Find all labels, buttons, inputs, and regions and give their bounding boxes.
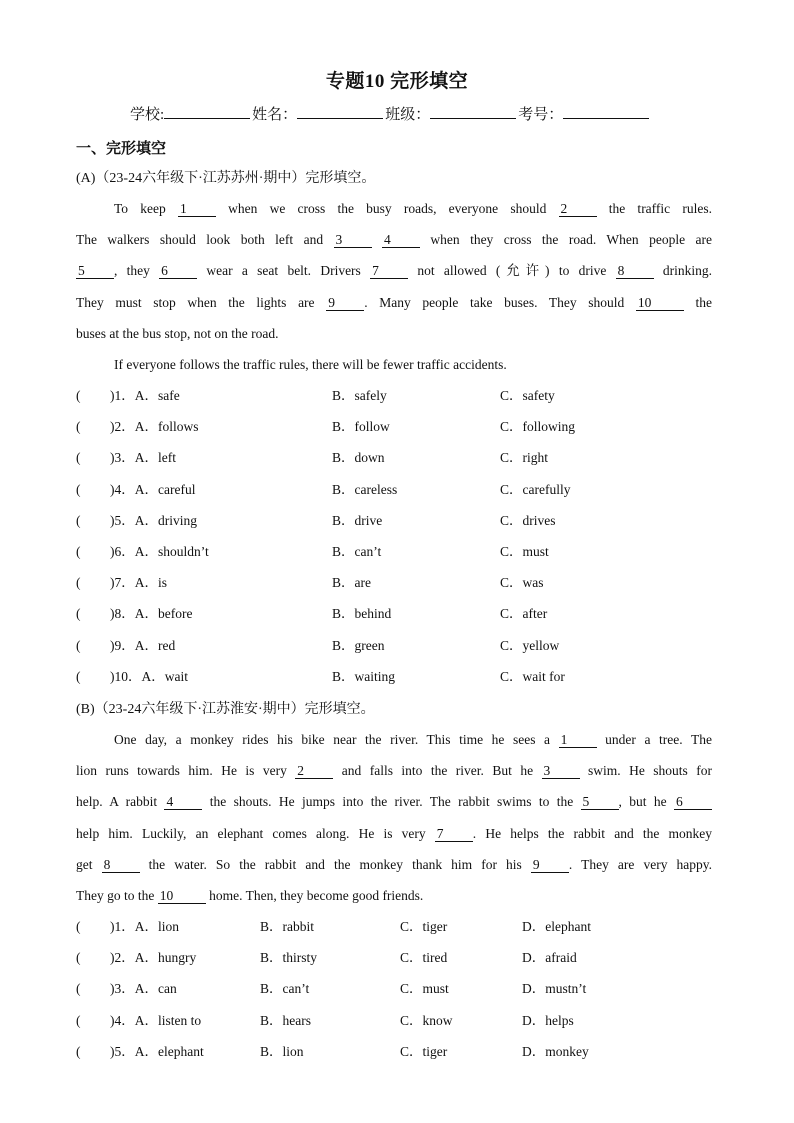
answer-blank[interactable]: 2 <box>559 201 597 217</box>
answer-blank[interactable]: 5 <box>581 794 619 810</box>
question-option-a[interactable]: )4．A．listen to <box>110 1012 202 1028</box>
answer-paren[interactable]: ( <box>76 1043 81 1059</box>
question-option-a[interactable]: )2．A．hungry <box>110 950 197 966</box>
question-option-b[interactable]: B．behind <box>332 606 392 622</box>
question-option-d[interactable]: D．helps <box>522 1012 574 1028</box>
question-option-c[interactable]: C．tired <box>400 950 448 966</box>
part-a-heading: (A)（23-24六年级下·江苏苏州·期中）完形填空。 <box>76 171 376 186</box>
passage-line <box>76 849 712 880</box>
question-option-b[interactable]: B．thirsty <box>260 950 318 966</box>
answer-blank[interactable]: 5 <box>76 263 114 279</box>
question-option-b[interactable]: B．can’t <box>332 543 382 559</box>
passage-text: when we cross the busy roads, everyone should <box>215 201 559 216</box>
passage-text: home. Then, they become good friends. <box>205 887 424 903</box>
student-info-row <box>130 103 651 124</box>
question-option-d[interactable]: D．monkey <box>522 1043 589 1059</box>
passage-text: and falls into the river. But he <box>333 763 542 779</box>
passage-text: . He helps the rabbit and the monkey <box>472 825 713 841</box>
answer-paren[interactable]: ( <box>76 543 81 559</box>
question-row <box>76 474 736 505</box>
question-option-a[interactable]: )3．A．left <box>110 450 176 466</box>
question-option-c[interactable]: C．tiger <box>400 919 448 934</box>
question-row <box>76 380 736 411</box>
passage-text <box>372 232 382 247</box>
class-blank[interactable] <box>430 104 516 119</box>
question-option-b[interactable]: B．drive <box>332 512 383 528</box>
answer-paren[interactable]: ( <box>76 575 81 591</box>
answer-paren[interactable]: ( <box>76 450 81 466</box>
answer-paren[interactable]: ( <box>76 481 81 497</box>
passage-text: the traffic rules. <box>596 201 712 216</box>
question-row <box>76 911 736 942</box>
answer-blank[interactable]: 3 <box>542 763 580 779</box>
question-option-a[interactable]: )6．A．shouldn’t <box>110 543 209 559</box>
answer-paren[interactable]: ( <box>76 512 81 528</box>
passage-text: If everyone follows the traffic rules, there will be fewer traffic accidents. <box>114 356 507 372</box>
question-option-a[interactable]: )5．A．driving <box>110 512 197 528</box>
question-row <box>76 1005 736 1036</box>
passage-text: To keep <box>114 201 178 216</box>
part-b-passage <box>76 724 712 911</box>
school-label: 学校: <box>130 107 165 123</box>
question-option-b[interactable]: B．are <box>332 575 371 591</box>
passage-text: . Many people take buses. They should <box>364 294 636 310</box>
question-row <box>76 598 736 629</box>
question-option-c[interactable]: C．know <box>400 1012 453 1028</box>
passage-text: wear a seat belt. Drivers <box>197 263 371 279</box>
question-option-c[interactable]: C．drives <box>500 512 556 528</box>
part-a-questions <box>76 380 736 692</box>
question-row <box>76 505 736 536</box>
question-row <box>76 411 736 442</box>
passage-line <box>76 818 712 849</box>
question-row <box>76 442 736 473</box>
question-row <box>76 661 736 692</box>
passage-text: , but he <box>618 794 674 810</box>
question-option-b[interactable]: B．can’t <box>260 981 310 997</box>
answer-blank[interactable]: 6 <box>674 794 712 810</box>
page-title: 专题10 完形填空 <box>325 71 469 92</box>
passage-text: help. A rabbit <box>76 794 165 810</box>
passage-text: help him. Luckily, an elephant comes along. He is very <box>76 825 435 841</box>
question-option-b[interactable]: B．lion <box>260 1043 304 1059</box>
question-option-d[interactable]: D．afraid <box>522 950 577 966</box>
answer-blank[interactable]: 6 <box>159 263 197 279</box>
answer-paren[interactable]: ( <box>76 950 81 966</box>
class-label: 班级： <box>385 107 431 123</box>
answer-blank[interactable]: 2 <box>295 763 333 779</box>
question-option-a[interactable]: )2．A．follows <box>110 419 199 435</box>
answer-blank[interactable]: 4 <box>382 232 420 248</box>
name-blank[interactable] <box>297 104 383 119</box>
passage-text: buses at the bus stop, not on the road. <box>76 325 279 341</box>
passage-text: the shouts. He jumps into the river. The rabbit swims to the <box>202 794 581 810</box>
passage-line <box>76 318 712 349</box>
question-option-a[interactable]: )1．A．lion <box>110 919 179 934</box>
passage-text: the water. So the rabbit and the monkey thank him for his <box>139 856 531 872</box>
question-option-a[interactable]: )5．A．elephant <box>110 1043 204 1059</box>
answer-paren[interactable]: ( <box>76 668 81 684</box>
answer-blank[interactable]: 4 <box>164 794 202 810</box>
passage-text: when they cross the road. When people are <box>419 232 712 248</box>
passage-line <box>76 349 712 380</box>
answer-paren[interactable]: ( <box>76 419 81 435</box>
question-option-a[interactable]: )10．A．wait <box>110 668 188 684</box>
answer-blank[interactable]: 10 <box>158 888 206 904</box>
passage-text: under a tree. The <box>596 732 712 747</box>
question-option-a[interactable]: )9．A．red <box>110 637 176 653</box>
question-option-c[interactable]: C．right <box>500 450 549 466</box>
question-option-a[interactable]: )8．A．before <box>110 606 193 622</box>
answer-paren[interactable]: ( <box>76 919 81 934</box>
question-option-c[interactable]: C．was <box>500 575 544 591</box>
question-option-b[interactable]: B．follow <box>332 419 390 435</box>
question-option-b[interactable]: B．hears <box>260 1012 311 1028</box>
answer-blank[interactable]: 1 <box>559 732 597 748</box>
passage-text: , they <box>114 263 160 279</box>
passage-line <box>76 755 712 786</box>
answer-blank[interactable]: 8 <box>616 263 654 279</box>
question-option-c[interactable]: C．must <box>500 543 549 559</box>
part-b-heading: (B)（23-24六年级下·江苏淮安·期中）完形填空。 <box>76 702 375 717</box>
answer-blank[interactable]: 9 <box>531 857 569 873</box>
passage-line <box>76 287 712 318</box>
part-b-questions <box>76 911 736 1067</box>
passage-text: get <box>76 856 102 872</box>
answer-paren[interactable]: ( <box>76 606 81 622</box>
passage-text: swim. He shouts for <box>579 763 712 779</box>
passage-text: lion runs towards him. He is very <box>76 763 296 779</box>
passage-line <box>76 880 712 911</box>
question-option-a[interactable]: )1．A．safe <box>110 388 180 403</box>
passage-text: . They are very happy. <box>568 856 713 872</box>
question-option-b[interactable]: B．rabbit <box>260 919 314 934</box>
question-row <box>76 630 736 661</box>
passage-text: the <box>683 294 713 310</box>
answer-paren[interactable]: ( <box>76 388 81 403</box>
question-option-c[interactable]: C．following <box>500 419 576 435</box>
passage-text: not allowed (允许) to drive <box>408 263 616 279</box>
question-row <box>76 942 736 973</box>
question-option-d[interactable]: D．elephant <box>522 919 591 934</box>
question-option-c[interactable]: C．yellow <box>500 637 560 653</box>
passage-text: They must stop when the lights are <box>76 294 327 310</box>
answer-blank[interactable]: 7 <box>370 263 408 279</box>
answer-blank[interactable]: 7 <box>435 826 473 842</box>
question-option-b[interactable]: B．careless <box>332 481 398 497</box>
answer-paren[interactable]: ( <box>76 1012 81 1028</box>
question-option-b[interactable]: B．green <box>332 637 385 653</box>
question-option-b[interactable]: B．safely <box>332 388 387 403</box>
passage-line <box>76 255 712 286</box>
question-option-c[interactable]: C．carefully <box>500 481 571 497</box>
name-label: 姓名： <box>252 107 298 123</box>
passage-line <box>76 224 712 255</box>
answer-blank[interactable]: 8 <box>102 857 140 873</box>
question-option-a[interactable]: )3．A．can <box>110 981 177 997</box>
question-row <box>76 536 736 567</box>
question-option-a[interactable]: )4．A．careful <box>110 481 196 497</box>
passage-text: drinking. <box>653 263 712 279</box>
answer-blank[interactable]: 1 <box>178 201 216 217</box>
passage-line <box>76 724 712 755</box>
question-row <box>76 567 736 598</box>
answer-blank[interactable]: 10 <box>636 295 684 311</box>
question-row <box>76 973 736 1004</box>
question-option-c[interactable]: C．wait for <box>500 668 565 684</box>
passage-line <box>76 193 712 224</box>
question-option-c[interactable]: C．must <box>400 981 449 997</box>
answer-paren[interactable]: ( <box>76 981 81 997</box>
school-blank[interactable] <box>164 104 250 119</box>
passage-text: The walkers should look both left and <box>76 232 334 248</box>
section-heading: 一、完形填空 <box>76 141 167 157</box>
question-option-d[interactable]: D．mustn’t <box>522 981 587 997</box>
question-option-b[interactable]: B．waiting <box>332 668 395 684</box>
answer-blank[interactable]: 3 <box>334 232 372 248</box>
question-row <box>76 1036 736 1067</box>
question-option-a[interactable]: )7．A．is <box>110 575 167 591</box>
question-option-b[interactable]: B．down <box>332 450 385 466</box>
passage-text: They go to the <box>76 887 158 903</box>
exam-no-blank[interactable] <box>563 104 649 119</box>
passage-line <box>76 786 712 817</box>
passage-text: One day, a monkey rides his bike near the river. This time he sees a <box>114 732 559 747</box>
question-option-c[interactable]: C．after <box>500 606 548 622</box>
question-option-c[interactable]: C．tiger <box>400 1043 448 1059</box>
answer-paren[interactable]: ( <box>76 637 81 653</box>
part-a-passage <box>76 193 712 380</box>
answer-blank[interactable]: 9 <box>326 295 364 311</box>
question-option-c[interactable]: C．safety <box>500 388 555 403</box>
exam-no-label: 考号： <box>518 107 564 123</box>
